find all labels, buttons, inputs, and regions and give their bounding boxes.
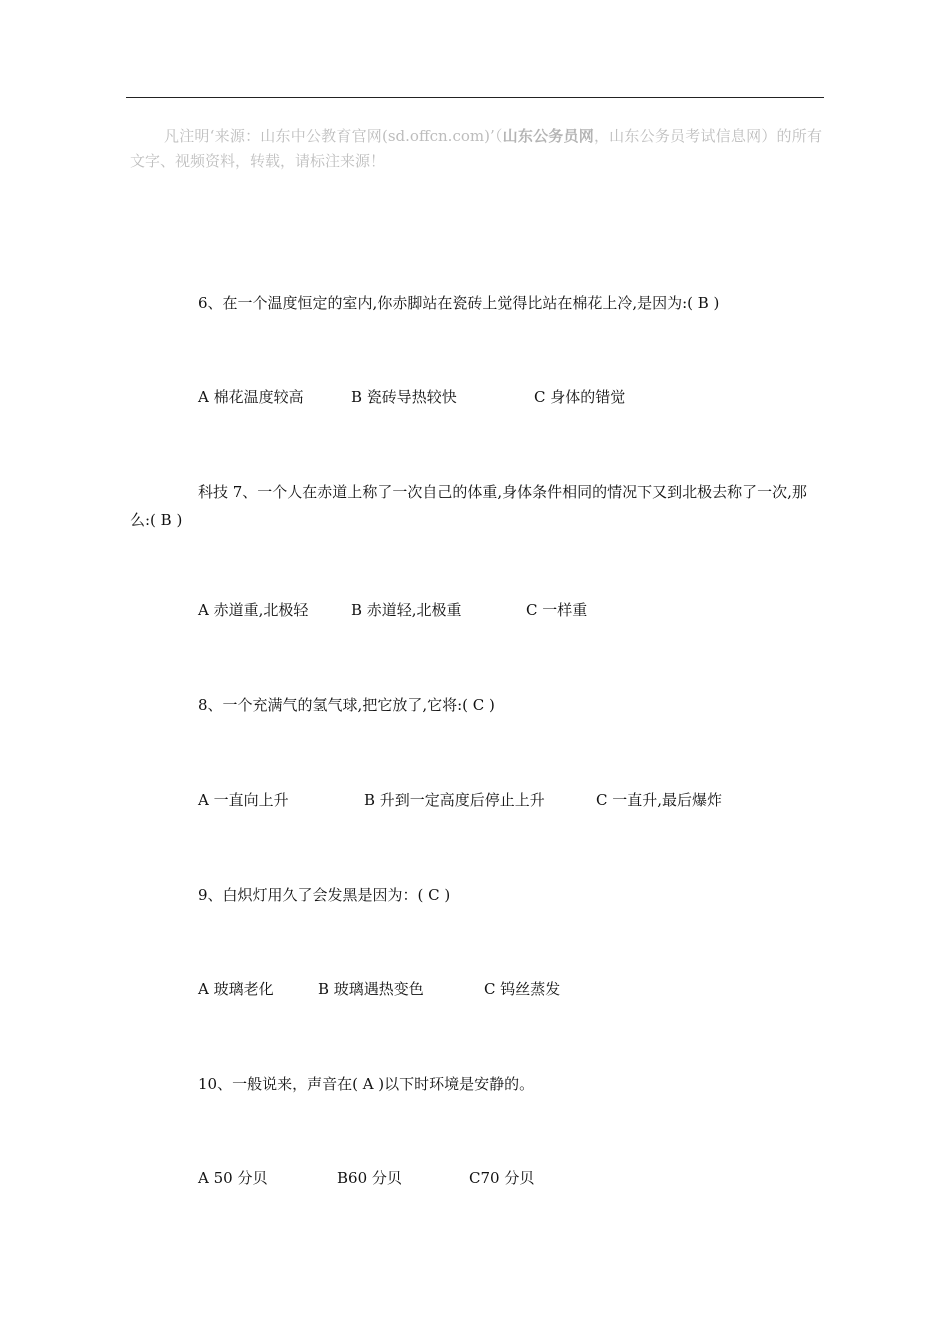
- notice-text-2: ，山东公务员考试信息网）的所有文字、视频资料，转载，请标注来源！: [130, 127, 822, 170]
- question-9-option-a: A 玻璃老化: [198, 980, 274, 998]
- question-6-option-c: C 身体的错觉: [534, 388, 626, 406]
- question-9-option-c: C 钨丝蒸发: [484, 980, 561, 998]
- question-7-option-a: A 赤道重,北极轻: [198, 601, 309, 619]
- question-6: 6、在一个温度恒定的室内,你赤脚站在瓷砖上觉得比站在棉花上冷,是因为:( B ): [198, 294, 720, 312]
- question-10: 10、一般说来，声音在( A )以下时环境是安静的。: [198, 1075, 535, 1093]
- question-8-option-c: C 一直升,最后爆炸: [596, 791, 723, 809]
- question-7-option-b: B 赤道轻,北极重: [351, 601, 462, 619]
- question-9: 9、白炽灯用久了会发黑是因为：( C ): [198, 886, 451, 904]
- notice-text-1: 凡注明‘来源：山东中公教育官网(sd.offcn.com)’（: [164, 127, 503, 145]
- question-6-option-b: B 瓷砖导热较快: [351, 388, 457, 406]
- question-6-option-a: A 棉花温度较高: [198, 388, 304, 406]
- question-7: 科技 7、一个人在赤道上称了一次自己的体重,身体条件相同的情况下又到北极去称了一次,那么:( B ): [130, 483, 807, 529]
- question-8-option-a: A 一直向上升: [198, 791, 289, 809]
- header-rule: [126, 97, 824, 98]
- copyright-notice: [130, 124, 822, 174]
- question-10-option-c: C70 分贝: [469, 1169, 535, 1187]
- notice-bold-site: 山东公务员网: [502, 127, 594, 145]
- question-8-option-b: B 升到一定高度后停止上升: [364, 791, 545, 809]
- question-10-option-a: A 50 分贝: [198, 1169, 268, 1187]
- question-8: 8、一个充满气的氢气球,把它放了,它将:( C ): [198, 696, 495, 714]
- question-9-option-b: B 玻璃遇热变色: [318, 980, 424, 998]
- question-7-option-c: C 一样重: [526, 601, 588, 619]
- question-10-option-b: B60 分贝: [337, 1169, 402, 1187]
